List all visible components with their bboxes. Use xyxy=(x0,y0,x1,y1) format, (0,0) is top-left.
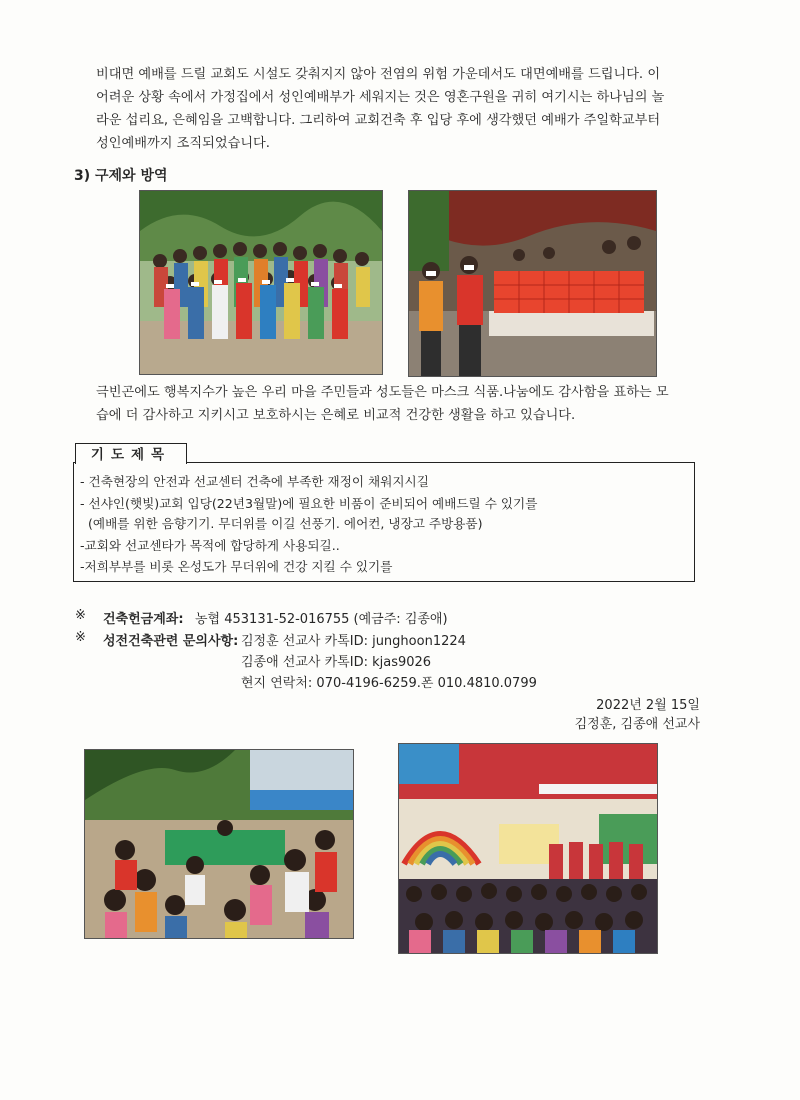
intro-paragraph xyxy=(96,63,706,155)
intro-line-4: 성인예배까지 조직되었습니다. xyxy=(96,136,270,151)
photo-church-gathering xyxy=(398,743,658,954)
intro-line-3: 라운 섭리요, 은혜임을 고백합니다. 그리하여 교회건축 후 입당 후에 생각했던 예배가 주일학교부터 xyxy=(96,113,661,128)
section3-caption xyxy=(96,381,706,427)
caption-line-2: 습에 더 감사하고 지키시고 보호하시는 은혜로 비교적 건강한 생활을 하고 있습니다. xyxy=(96,408,576,423)
inquiry-mark: ※ xyxy=(75,630,86,645)
donation-label: 건축헌금계좌: xyxy=(103,612,184,627)
inquiry-line-1: 김정훈 선교사 카톡ID: junghoon1224 xyxy=(241,634,466,649)
intro-line-2: 어려운 상황 속에서 가정집에서 성인예배부가 세워지는 것은 영혼구원을 귀히 여기시는 하나님의 놀 xyxy=(96,90,665,105)
prayer-title: 기도제목 xyxy=(75,443,187,464)
inquiry-line-3: 현지 연락처: 070-4196-6259.폰 010.4810.0799 xyxy=(241,676,537,691)
donation-value: 농협 453131-52-016755 (예금주: 김종애) xyxy=(195,612,448,627)
prayer-item-4: -교회와 선교센타가 목적에 합당하게 사용되길.. xyxy=(80,538,340,553)
intro-line-1: 비대면 예배를 드릴 교회도 시설도 갖춰지지 않아 전염의 위험 가운데서도 대면예배를 드립니다. 이 xyxy=(96,67,661,82)
photo-food-distribution xyxy=(408,190,657,377)
donation-mark: ※ xyxy=(75,608,86,623)
signature-names: 김정훈, 김종애 선교사 xyxy=(574,717,700,732)
photo-children-table xyxy=(84,749,354,939)
signature-date: 2022년 2월 15일 xyxy=(596,698,700,713)
prayer-item-3: (예배를 위한 음향기기. 무더위를 이길 선풍기. 에어컨, 냉장고 주방용품) xyxy=(80,516,483,531)
caption-line-1: 극빈곤에도 행복지수가 높은 우리 마을 주민들과 성도들은 마스크 식품.나눔에도 감사함을 표하는 모 xyxy=(96,385,669,400)
prayer-item-1: - 건축현장의 안전과 선교센터 건축에 부족한 재정이 채워지시길 xyxy=(80,474,429,489)
inquiry-line-2: 김종애 선교사 카톡ID: kjas9026 xyxy=(241,655,432,670)
inquiry-label: 성전건축관련 문의사항: xyxy=(103,634,239,649)
section-heading: 3) 구제와 방역 xyxy=(74,168,168,184)
prayer-item-5: -저희부부를 비롯 온성도가 무더위에 건강 지킬 수 있기를 xyxy=(80,559,393,574)
prayer-item-2: - 선샤인(햇빛)교회 입당(22년3월말)에 필요한 비품이 준비되어 예배드릴 수 있기를 xyxy=(80,496,538,511)
photo-children-group xyxy=(139,190,383,375)
